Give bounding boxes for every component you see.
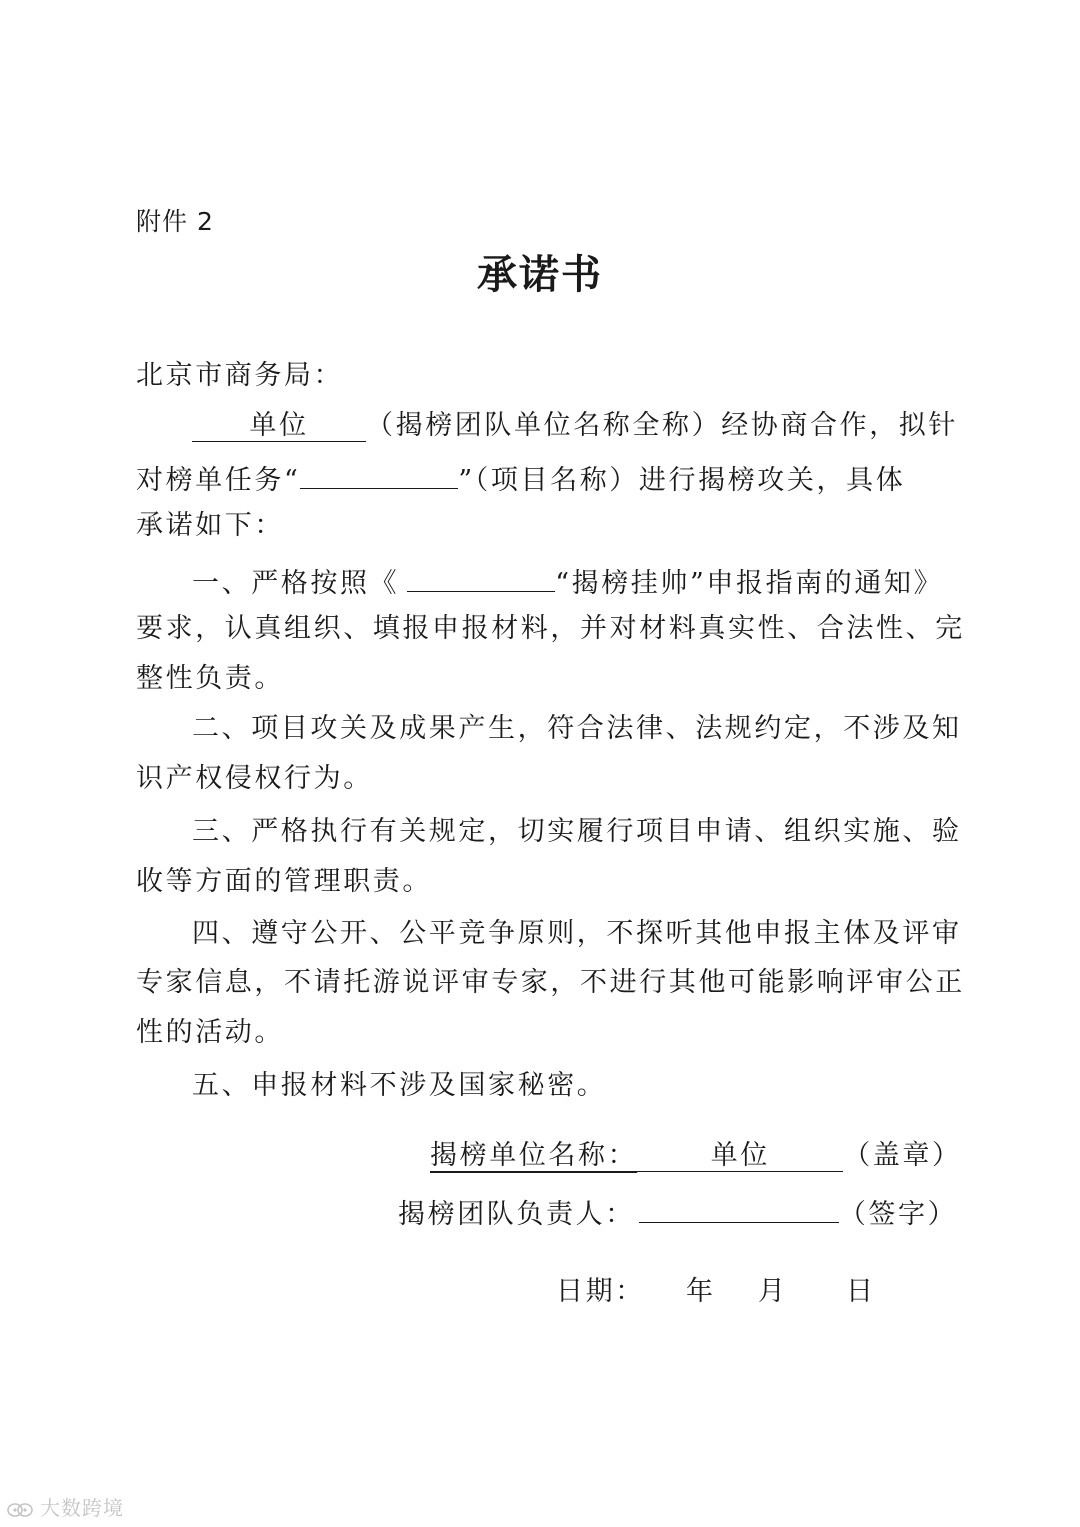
- attachment-label: 附件 2: [136, 207, 214, 236]
- item-four-line-2: 专家信息，不请托游说评审专家，不进行其他可能影响评审公正: [136, 967, 965, 998]
- project-name-blank[interactable]: [300, 456, 458, 489]
- signature-unit-label: 揭榜单位名称：: [430, 1140, 638, 1171]
- intro-line-2-prefix: 对榜单任务“: [136, 465, 301, 496]
- date-year: 年: [686, 1276, 716, 1307]
- intro-line-3: 承诺如下：: [136, 510, 284, 541]
- leader-signature-blank[interactable]: [639, 1190, 839, 1223]
- date-month: 月: [758, 1276, 788, 1307]
- intro-line-2-suffix: ”（项目名称）进行揭榜攻关，具体: [458, 465, 906, 496]
- notice-name-blank[interactable]: [407, 559, 555, 592]
- item-one-suffix: “揭榜挂帅”申报指南的通知》: [555, 568, 944, 599]
- date-day: 日: [846, 1276, 876, 1307]
- document-title: 承诺书: [477, 251, 603, 298]
- intro-line-1: [192, 406, 958, 446]
- item-five-line-1: 五、申报材料不涉及国家秘密。: [192, 1070, 607, 1101]
- sign-note: （签字）: [838, 1199, 958, 1230]
- watermark-text: 大数跨境: [40, 1496, 124, 1520]
- item-three-line-1: 三、严格执行有关规定，切实履行项目申请、组织实施、验: [192, 816, 962, 847]
- item-two-line-2: 识产权侵权行为。: [136, 763, 373, 794]
- watermark: [6, 1492, 124, 1521]
- item-one-line-3: 整性负责。: [136, 663, 284, 694]
- item-one-prefix: 一、严格按照《: [192, 568, 400, 599]
- item-one-line-1: [192, 559, 943, 604]
- signature-unit-blank[interactable]: 单位: [637, 1139, 843, 1172]
- seal-note: （盖章）: [843, 1140, 962, 1171]
- leader-label: 揭榜团队负责人：: [398, 1199, 635, 1230]
- item-two-line-1: 二、项目攻关及成果产生，符合法律、法规约定，不涉及知: [192, 713, 962, 744]
- item-three-line-2: 收等方面的管理职责。: [136, 866, 432, 897]
- item-four-line-3: 性的活动。: [136, 1017, 284, 1048]
- salutation: 北京市商务局：: [136, 360, 344, 391]
- date-label: 日期：: [556, 1276, 645, 1307]
- intro-line-2: [136, 456, 905, 501]
- signature-leader-line: [398, 1190, 957, 1235]
- item-four-line-1: 四、遵守公开、公平竞争原则，不探听其他申报主体及评审: [192, 918, 962, 949]
- item-one-line-2: 要求，认真组织、填报申报材料，并对材料真实性、合法性、完: [136, 613, 965, 644]
- intro-line-1-text: （揭榜团队单位名称全称）经协商合作，拟针: [366, 410, 958, 441]
- unit-name-blank[interactable]: 单位: [192, 409, 366, 442]
- signature-unit-line: [430, 1136, 962, 1176]
- watermark-logo-icon: [6, 1500, 36, 1520]
